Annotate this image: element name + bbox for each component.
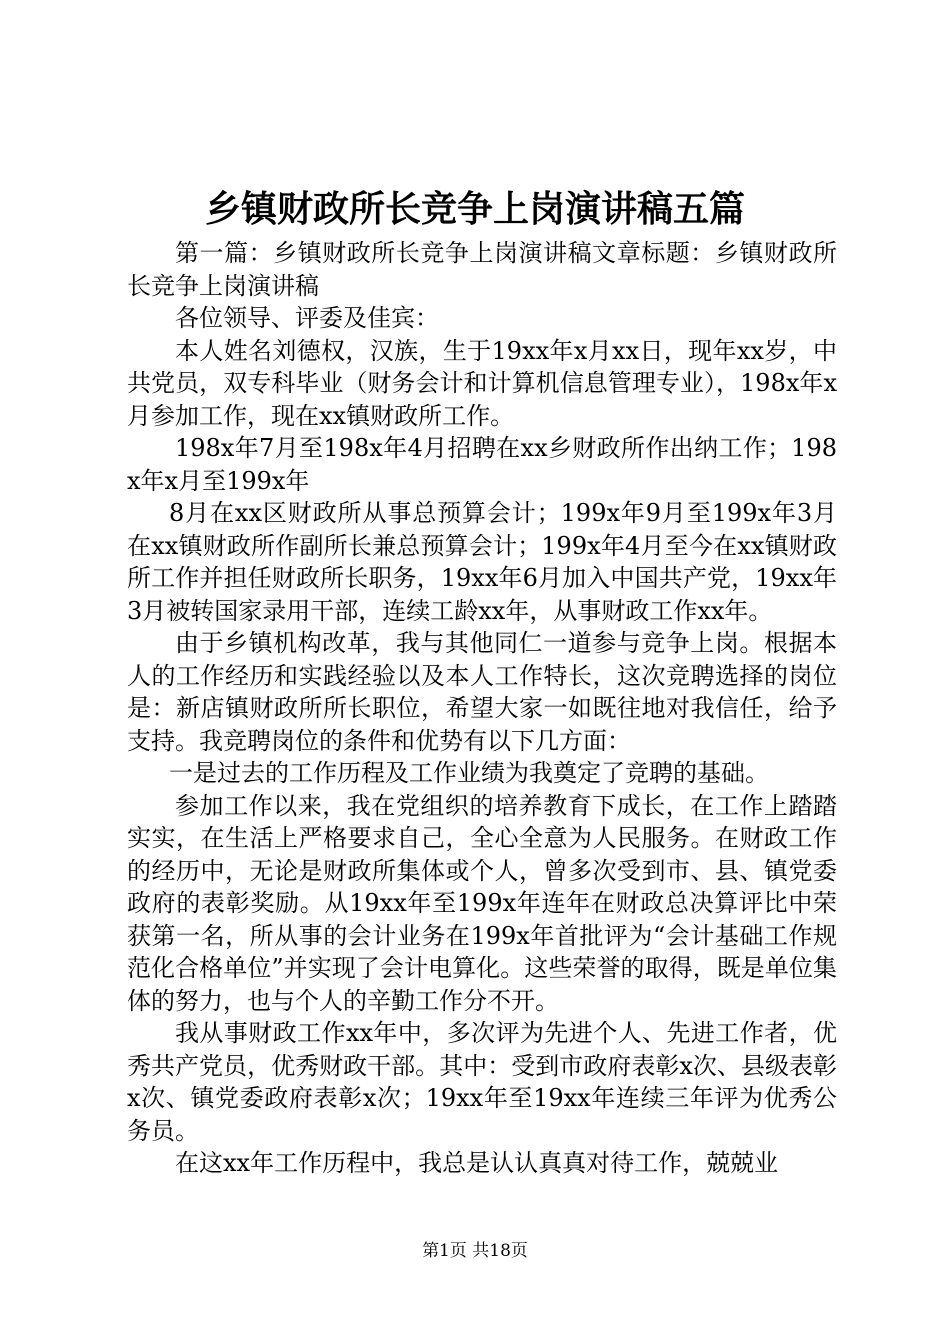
paragraph: 各位领导、评委及佳宾： [175, 304, 439, 332]
paragraph: 参加工作以来，我在党组织的培养教育下成长，在工作上踏踏实实，在生活上严格要求自己，全心全意为人民服务。在财政工作的经历中，无论是财政所集体或个人，曾多次受到市、县、镇党委政府的表彰奖励。从19xx年至199x年连年在财政总决算评比中荣获第一名，所从事的会计业务在199x年首批评为“会计基础工作规范化合格单位”并实现了会计电算化。这些荣誉的取得，既是单位集体的努力，也与个人的辛勤工作分不开。 [127, 791, 837, 1015]
page-footer: 第1页 共18页 [422, 1241, 528, 1261]
paragraph: 在这xx年工作历程中，我总是认认真真对待工作，兢兢业 [175, 1149, 779, 1177]
paragraph: 本人姓名刘德权，汉族，生于19xx年x月xx日，现年xx岁，中共党员，双专科毕业（财务会计和计算机信息管理专业），198x年x月参加工作，现在xx镇财政所工作。 [127, 336, 837, 430]
document-title: 乡镇财政所长竞争上岗演讲稿五篇 [204, 188, 745, 230]
paragraph: 8月在xx区财政所从事总预算会计；199x年9月至199x年3月在xx镇财政所作副所长兼总预算会计；199x年4月至今在xx镇财政所工作并担任财政所长职务，19xx年6月加入中国共产党，19xx年3月被转国家录用干部，连续工龄xx年，从事财政工作xx年。 [127, 499, 837, 625]
paragraph: 第一篇：乡镇财政所长竞争上岗演讲稿文章标题：乡镇财政所长竞争上岗演讲稿 [127, 239, 837, 300]
paragraph: 由于乡镇机构改革，我与其他同仁一道参与竞争上岗。根据本人的工作经历和实践经验以及本人工作特长，这次竞聘选择的岗位是：新店镇财政所所长职位，希望大家一如既往地对我信任，给予支持。我竞聘岗位的条件和优势有以下几方面： [127, 629, 837, 755]
paragraph: 198x年7月至198x年4月招聘在xx乡财政所作出纳工作；198x年x月至199x年 [127, 434, 837, 495]
document-body [127, 237, 837, 1180]
paragraph: 一是过去的工作历程及工作业绩为我奠定了竞聘的基础。 [169, 759, 769, 787]
paragraph: 我从事财政工作xx年中，多次评为先进个人、先进工作者，优秀共产党员，优秀财政干部。其中：受到市政府表彰x次、县级表彰x次、镇党委政府表彰x次；19xx年至19xx年连续三年评为优秀公务员。 [127, 1019, 837, 1145]
